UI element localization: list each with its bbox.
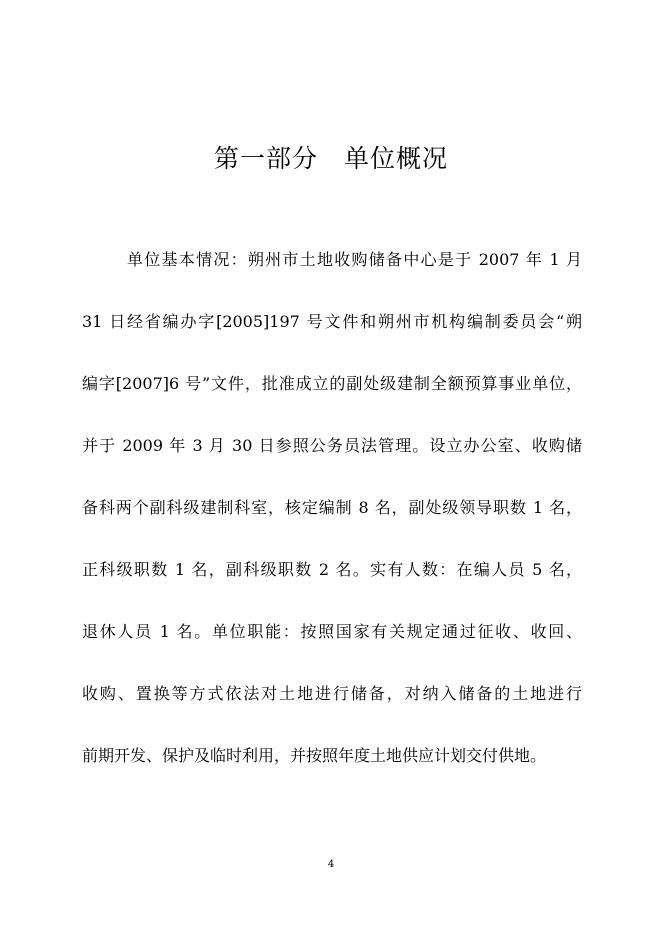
paragraph-line-4: 并于 2009 年 3 月 30 日参照公务员法管理。设立办公室、收购储 [82,436,582,455]
paragraph-line-7: 退休人员 1 名。单位职能：按照国家有关规定通过征收、收回、 [82,622,582,641]
paragraph-line-8: 收购、置换等方式依法对土地进行储备，对纳入储备的土地进行 [82,684,582,703]
paragraph-line-6: 正科级职数 1 名，副科级职数 2 名。实有人数：在编人员 5 名， [82,560,582,579]
paragraph-line-9: 前期开发、保护及临时利用，并按照年度土地供应计划交付供地。 [82,746,547,765]
paragraph-line-2: 31 日经省编办字[2005]197 号文件和朔州市机构编制委员会“朔 [82,312,582,331]
page-title: 第一部分 单位概况 [213,144,448,173]
page-number: 4 [327,859,335,870]
paragraph-line-5: 备科两个副科级建制科室，核定编制 8 名，副处级领导职数 1 名， [82,498,582,517]
paragraph-line-3: 编字[2007]6 号”文件，批准成立的副处级建制全额预算事业单位， [82,374,582,393]
paragraph-line-1: 单位基本情况：朔州市土地收购储备中心是于 2007 年 1 月 [127,250,582,269]
